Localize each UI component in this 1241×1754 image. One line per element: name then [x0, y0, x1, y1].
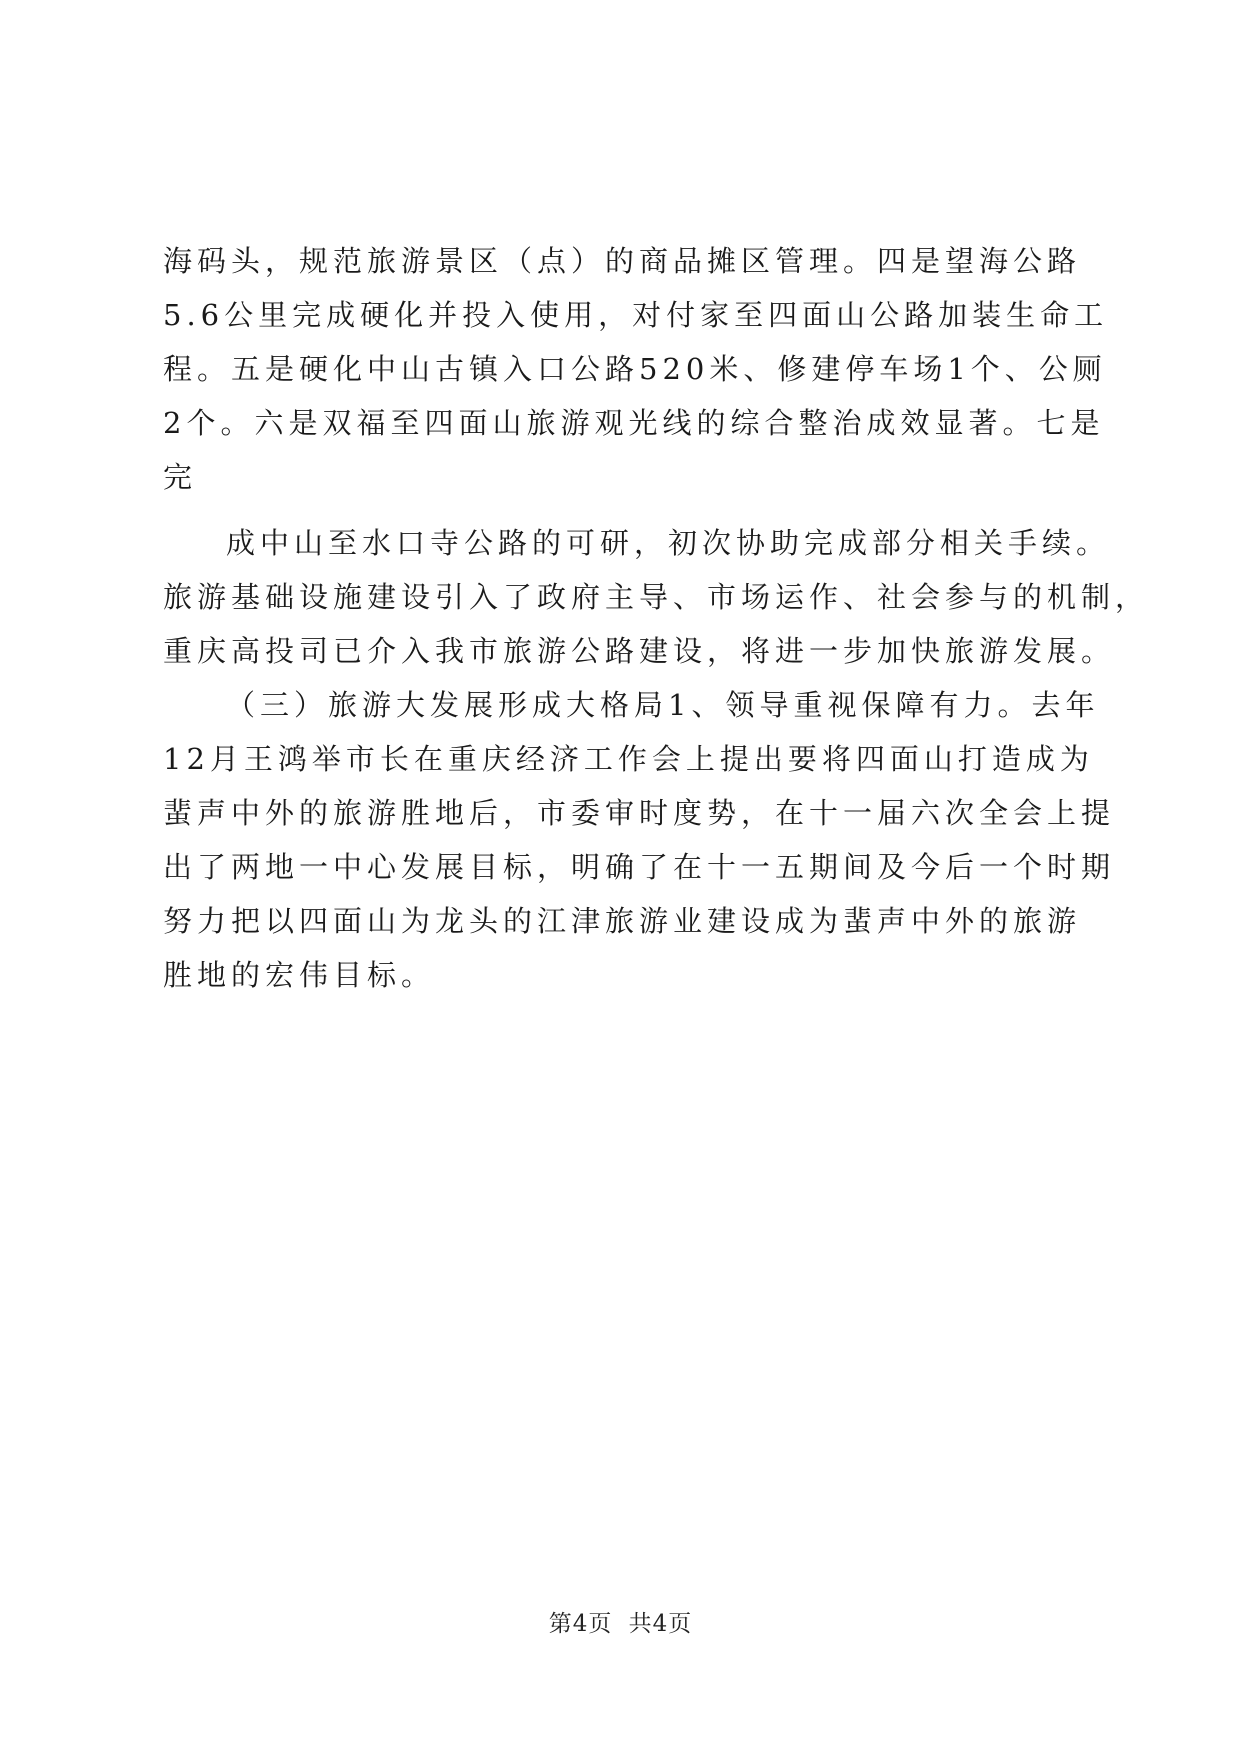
document-body — [163, 234, 1150, 1002]
page-footer — [0, 1605, 1241, 1638]
text-line: 海码头，规范旅游景区（点）的商品摊区管理。四是望海公路 — [163, 244, 1082, 278]
text-line: 重庆高投司已介入我市旅游公路建设，将进一步加快旅游发展。 — [163, 634, 1116, 668]
page-number: 第4页 — [548, 1611, 613, 1637]
text-line: 努力把以四面山为龙头的江津旅游业建设成为蜚声中外的旅游 — [163, 904, 1082, 938]
text-line: 出了两地一中心发展目标，明确了在十一五期间及今后一个时期 — [163, 850, 1116, 884]
text-line: 完 — [163, 460, 198, 494]
paragraph-3 — [163, 678, 1116, 1002]
text-line: 5.6公里完成硬化并投入使用，对付家至四面山公路加装生命工 — [163, 298, 1109, 332]
text-line: 旅游基础设施建设引入了政府主导、市场运作、社会参与的机制， — [163, 580, 1150, 614]
text-line: （三）旅游大发展形成大格局1、领导重视保障有力。去年 — [226, 688, 1100, 722]
paragraph-2 — [163, 516, 1150, 678]
text-line: 程。五是硬化中山古镇入口公路520米、修建停车场1个、公厕 — [163, 352, 1107, 386]
text-line: 12月王鸿举市长在重庆经济工作会上提出要将四面山打造成为 — [163, 742, 1094, 776]
paragraph-1 — [163, 234, 1109, 504]
page-total: 共4页 — [628, 1611, 693, 1637]
text-line: 蜚声中外的旅游胜地后，市委审时度势，在十一届六次全会上提 — [163, 796, 1116, 830]
text-line: 2个。六是双福至四面山旅游观光线的综合整治成效显著。七是 — [163, 406, 1105, 440]
text-line: 胜地的宏伟目标。 — [163, 958, 436, 992]
text-line: 成中山至水口寺公路的可研，初次协助完成部分相关手续。 — [226, 526, 1111, 560]
